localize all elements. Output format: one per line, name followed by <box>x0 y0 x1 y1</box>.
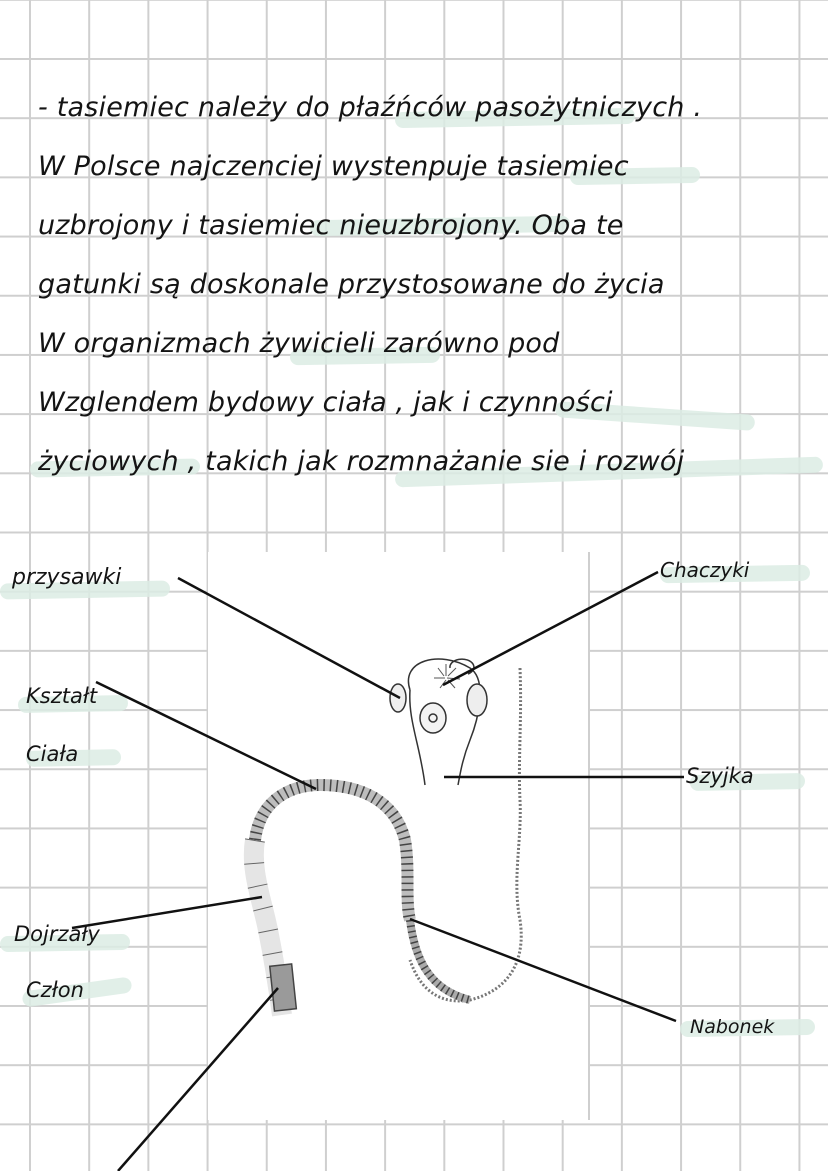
text-line: - tasiemiec należy do płaźńców pasożytniczych . <box>38 92 703 123</box>
label-body-shape-2: Ciała <box>26 742 79 766</box>
leader-proglottid <box>410 919 676 1021</box>
text-line: gatunki są doskonale przystosowane do życia <box>38 269 665 300</box>
label-hooks: Chaczyki <box>660 558 750 582</box>
label-proglottid: Nabonek <box>690 1016 775 1038</box>
text-line: uzbrojony i tasiemiec nieuzbrojony. Oba te <box>38 210 624 241</box>
scolex-icon <box>390 659 487 785</box>
text-line: W Polsce najczenciej wystenpuje tasiemiec <box>38 151 629 182</box>
leader-mature-segment <box>72 897 262 928</box>
text-line: W organizmach żywicieli zarówno pod <box>38 328 560 359</box>
label-suckers: przysawki <box>12 565 122 590</box>
label-neck: Szyjka <box>686 764 754 788</box>
leader-lines <box>72 572 684 1171</box>
leader-hooks <box>443 572 658 685</box>
strobila-body <box>254 785 470 1015</box>
label-mature-segment-2: Człon <box>26 978 84 1002</box>
leader-suckers <box>178 578 400 698</box>
text-line: życiowych , takich jak rozmnażanie sie i rozwój <box>38 446 685 477</box>
leader-bottom <box>118 988 278 1171</box>
leader-body-shape <box>96 682 316 789</box>
label-body-shape-1: Kształt <box>26 684 98 708</box>
text-line: Wzglendem bydowy ciała , jak i czynności <box>38 387 613 418</box>
label-mature-segment-1: Dojrzały <box>14 922 100 946</box>
